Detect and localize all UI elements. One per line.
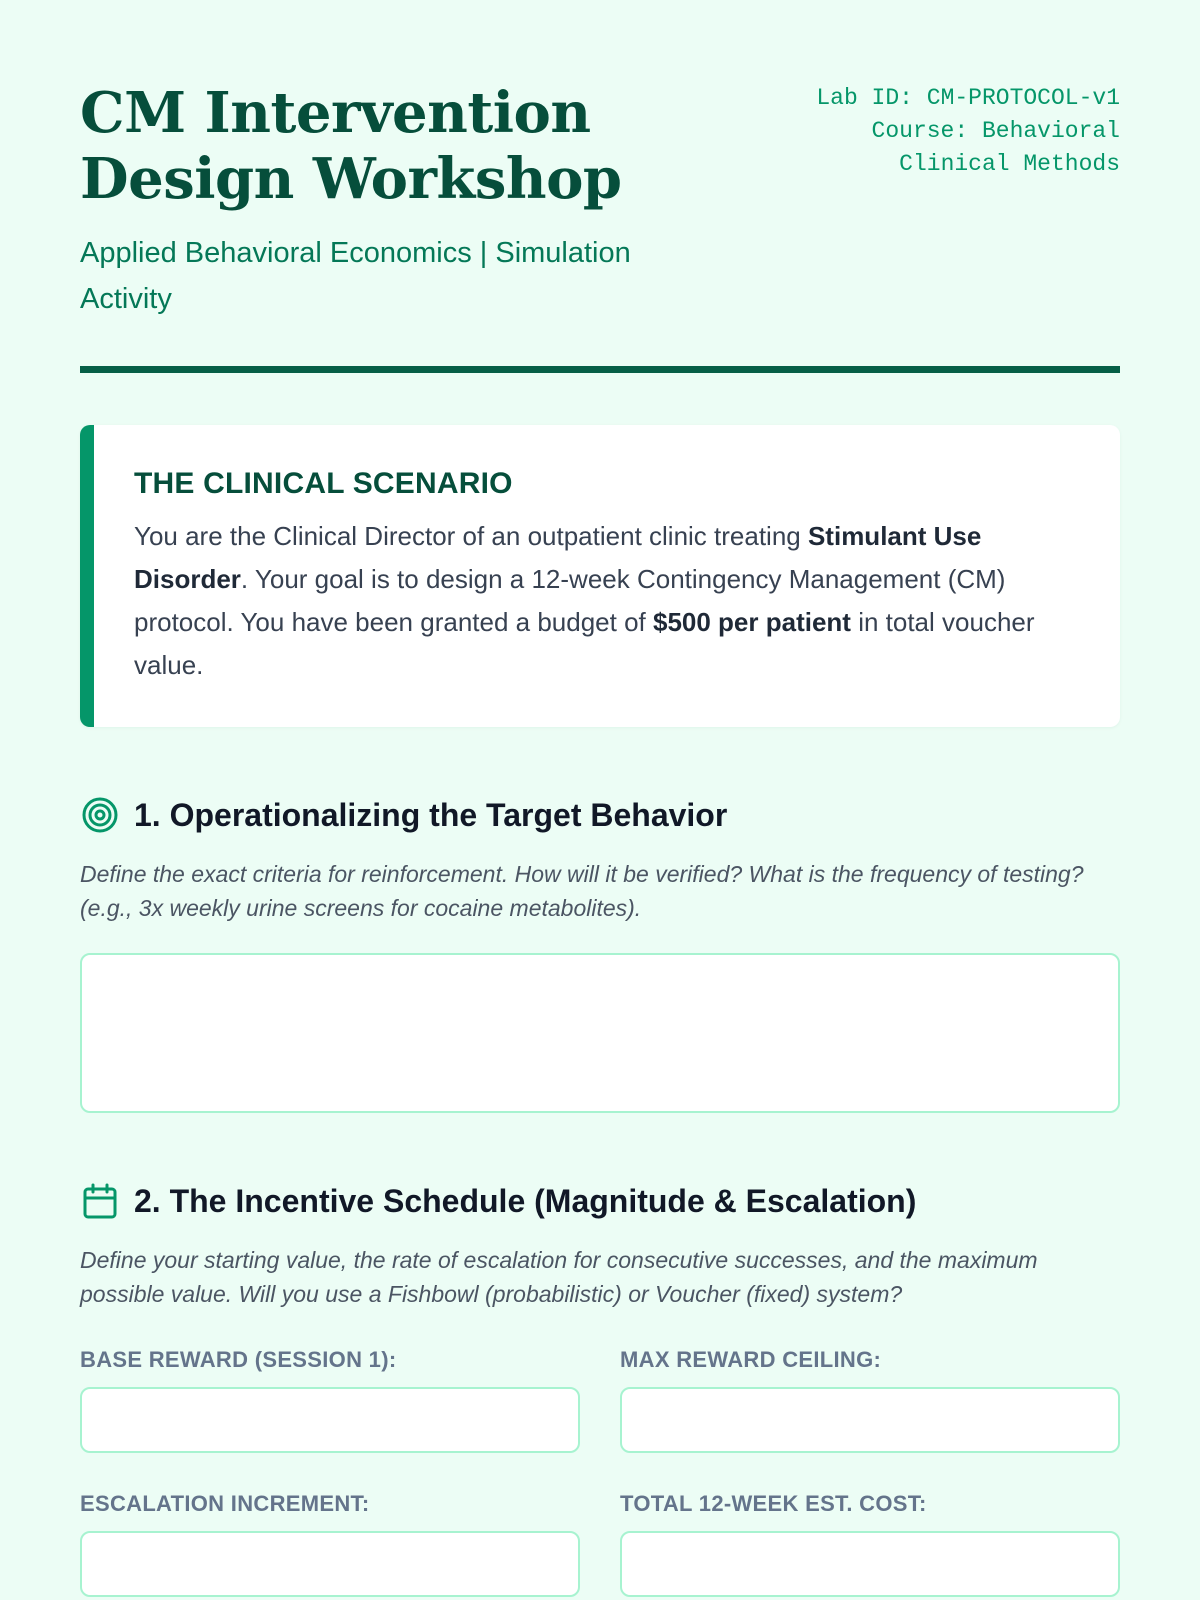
calendar-icon	[80, 1181, 120, 1221]
section-description: Define your starting value, the rate of escalation for consecutive successes, and the maximum possible value. Will you use a Fishbowl (probabilistic) or Voucher (fixed) system?	[80, 1247, 1038, 1307]
scenario-text	[134, 515, 1080, 687]
course-name: Course: Behavioral Clinical Methods	[871, 118, 1120, 177]
header-divider	[80, 366, 1120, 373]
incentive-fields-grid	[80, 1347, 1120, 1597]
target-behavior-input[interactable]	[80, 953, 1120, 1113]
section-target-behavior	[80, 795, 1120, 1113]
escalation-input[interactable]	[80, 1531, 580, 1597]
target-icon	[80, 795, 120, 835]
section-description: Define the exact criteria for reinforcement. How will it be verified? What is the frequency of testing? (e.g., 3x weekly urine screens for cocaine metabolites).	[80, 861, 1084, 921]
scenario-text-part: in total voucher value.	[134, 607, 1035, 680]
worksheet-page	[80, 0, 1120, 1597]
scenario-text-part: You are the Clinical Director of an outpatient clinic treating	[134, 521, 808, 551]
section-heading	[80, 795, 1120, 835]
total-cost-label: TOTAL 12-WEEK EST. COST:	[620, 1491, 927, 1516]
scenario-heading: THE CLINICAL SCENARIO	[134, 467, 513, 500]
base-reward-label: BASE REWARD (SESSION 1):	[80, 1347, 397, 1372]
lab-id: Lab ID: CM-PROTOCOL-v1	[816, 85, 1120, 111]
page-header	[80, 80, 1120, 322]
field-total-cost	[620, 1491, 1120, 1597]
section-title: 2. The Incentive Schedule (Magnitude & Escalation)	[134, 1182, 917, 1219]
page-subtitle: Applied Behavioral Economics | Simulation Activity	[80, 237, 631, 315]
section-title: 1. Operationalizing the Target Behavior	[134, 796, 728, 833]
scenario-emphasis-disorder: Stimulant Use Disorder	[134, 521, 982, 594]
max-reward-input[interactable]	[620, 1387, 1120, 1453]
header-titles	[80, 80, 780, 322]
base-reward-input[interactable]	[80, 1387, 580, 1453]
escalation-label: ESCALATION INCREMENT:	[80, 1491, 370, 1516]
page-title: CM Intervention Design Workshop	[80, 80, 622, 212]
field-base-reward	[80, 1347, 580, 1453]
scenario-emphasis-budget: $500 per patient	[652, 607, 851, 637]
lab-meta	[800, 82, 1120, 181]
scenario-text-part: . Your goal is to design a 12-week Contingency Management (CM) protocol. You have been granted a budget of	[134, 564, 1006, 637]
max-reward-label: MAX REWARD CEILING:	[620, 1347, 882, 1372]
field-max-reward	[620, 1347, 1120, 1453]
section-incentive-schedule	[80, 1181, 1120, 1597]
field-escalation	[80, 1491, 580, 1597]
section-heading	[80, 1181, 1120, 1221]
scenario-card	[80, 425, 1120, 727]
total-cost-input[interactable]	[620, 1531, 1120, 1597]
